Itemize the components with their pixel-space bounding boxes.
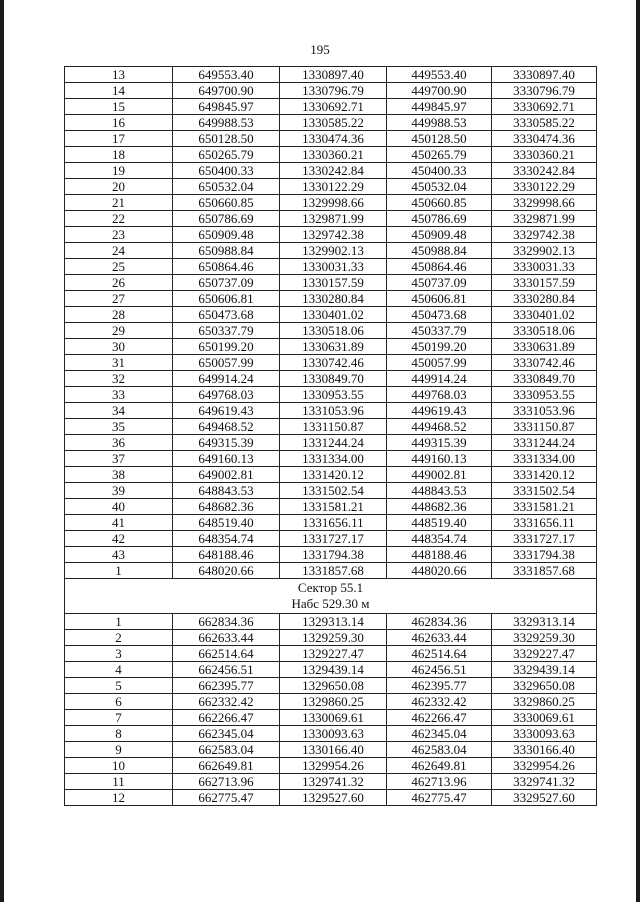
x-local-cell: 449315.39 xyxy=(387,435,492,451)
y-coordinate-cell: 1330280.84 xyxy=(280,291,387,307)
y-coordinate-cell: 1329860.25 xyxy=(280,694,387,710)
y-local-cell: 3330280.84 xyxy=(492,291,597,307)
rows-after xyxy=(65,614,597,806)
point-number-cell: 4 xyxy=(65,662,173,678)
y-local-cell: 3331502.54 xyxy=(492,483,597,499)
y-local-cell: 3329860.25 xyxy=(492,694,597,710)
y-local-cell: 3331244.24 xyxy=(492,435,597,451)
x-coordinate-cell: 650337.79 xyxy=(173,323,280,339)
point-number-cell: 29 xyxy=(65,323,173,339)
table-row xyxy=(65,710,597,726)
point-number-cell: 10 xyxy=(65,758,173,774)
x-coordinate-cell: 662456.51 xyxy=(173,662,280,678)
x-local-cell: 462713.96 xyxy=(387,774,492,790)
table-row xyxy=(65,211,597,227)
point-number-cell: 39 xyxy=(65,483,173,499)
y-coordinate-cell: 1329871.99 xyxy=(280,211,387,227)
y-coordinate-cell: 1330157.59 xyxy=(280,275,387,291)
point-number-cell: 22 xyxy=(65,211,173,227)
y-coordinate-cell: 1330796.79 xyxy=(280,83,387,99)
y-coordinate-cell: 1331150.87 xyxy=(280,419,387,435)
x-local-cell: 448020.66 xyxy=(387,563,492,579)
point-number-cell: 19 xyxy=(65,163,173,179)
x-coordinate-cell: 649002.81 xyxy=(173,467,280,483)
point-number-cell: 27 xyxy=(65,291,173,307)
point-number-cell: 3 xyxy=(65,646,173,662)
y-local-cell: 3329902.13 xyxy=(492,243,597,259)
point-number-cell: 43 xyxy=(65,547,173,563)
x-coordinate-cell: 649700.90 xyxy=(173,83,280,99)
point-number-cell: 16 xyxy=(65,115,173,131)
table-row xyxy=(65,275,597,291)
right-scan-edge xyxy=(636,0,640,902)
coordinates-table xyxy=(64,66,597,806)
x-local-cell: 449553.40 xyxy=(387,67,492,83)
y-local-cell: 3331794.38 xyxy=(492,547,597,563)
page-number: 195 xyxy=(310,42,330,57)
point-number-cell: 13 xyxy=(65,67,173,83)
x-local-cell: 450909.48 xyxy=(387,227,492,243)
point-number-cell: 9 xyxy=(65,742,173,758)
y-coordinate-cell: 1331727.17 xyxy=(280,531,387,547)
y-coordinate-cell: 1330401.02 xyxy=(280,307,387,323)
y-local-cell: 3329741.32 xyxy=(492,774,597,790)
y-coordinate-cell: 1330742.46 xyxy=(280,355,387,371)
y-local-cell: 3330518.06 xyxy=(492,323,597,339)
y-coordinate-cell: 1330166.40 xyxy=(280,742,387,758)
x-local-cell: 462649.81 xyxy=(387,758,492,774)
table-row xyxy=(65,630,597,646)
point-number-cell: 32 xyxy=(65,371,173,387)
x-coordinate-cell: 650864.46 xyxy=(173,259,280,275)
x-coordinate-cell: 649619.43 xyxy=(173,403,280,419)
table-row xyxy=(65,515,597,531)
x-coordinate-cell: 648682.36 xyxy=(173,499,280,515)
y-local-cell: 3330093.63 xyxy=(492,726,597,742)
point-number-cell: 20 xyxy=(65,179,173,195)
y-coordinate-cell: 1329741.32 xyxy=(280,774,387,790)
y-coordinate-cell: 1331581.21 xyxy=(280,499,387,515)
point-number-cell: 11 xyxy=(65,774,173,790)
y-local-cell: 3331857.68 xyxy=(492,563,597,579)
rows-before xyxy=(65,67,597,579)
point-number-cell: 23 xyxy=(65,227,173,243)
y-local-cell: 3329742.38 xyxy=(492,227,597,243)
y-coordinate-cell: 1330474.36 xyxy=(280,131,387,147)
y-local-cell: 3330692.71 xyxy=(492,99,597,115)
table-row xyxy=(65,195,597,211)
y-local-cell: 3330401.02 xyxy=(492,307,597,323)
x-local-cell: 450400.33 xyxy=(387,163,492,179)
y-coordinate-cell: 1330953.55 xyxy=(280,387,387,403)
table-row xyxy=(65,563,597,579)
point-number-cell: 1 xyxy=(65,563,173,579)
x-local-cell: 462266.47 xyxy=(387,710,492,726)
x-local-cell: 450265.79 xyxy=(387,147,492,163)
x-coordinate-cell: 650265.79 xyxy=(173,147,280,163)
y-local-cell: 3331053.96 xyxy=(492,403,597,419)
x-coordinate-cell: 649553.40 xyxy=(173,67,280,83)
y-coordinate-cell: 1331794.38 xyxy=(280,547,387,563)
y-local-cell: 3330242.84 xyxy=(492,163,597,179)
x-local-cell: 450864.46 xyxy=(387,259,492,275)
y-coordinate-cell: 1331656.11 xyxy=(280,515,387,531)
x-local-cell: 462775.47 xyxy=(387,790,492,806)
y-coordinate-cell: 1330093.63 xyxy=(280,726,387,742)
point-number-cell: 37 xyxy=(65,451,173,467)
x-local-cell: 449468.52 xyxy=(387,419,492,435)
table-row xyxy=(65,339,597,355)
x-local-cell: 449002.81 xyxy=(387,467,492,483)
y-coordinate-cell: 1330631.89 xyxy=(280,339,387,355)
x-local-cell: 450057.99 xyxy=(387,355,492,371)
y-local-cell: 3330166.40 xyxy=(492,742,597,758)
x-coordinate-cell: 662775.47 xyxy=(173,790,280,806)
table-row xyxy=(65,291,597,307)
point-number-cell: 35 xyxy=(65,419,173,435)
x-local-cell: 449914.24 xyxy=(387,371,492,387)
y-local-cell: 3331150.87 xyxy=(492,419,597,435)
point-number-cell: 21 xyxy=(65,195,173,211)
table-row xyxy=(65,307,597,323)
table-row xyxy=(65,243,597,259)
x-local-cell: 449988.53 xyxy=(387,115,492,131)
y-local-cell: 3330742.46 xyxy=(492,355,597,371)
x-local-cell: 450737.09 xyxy=(387,275,492,291)
y-coordinate-cell: 1330849.70 xyxy=(280,371,387,387)
table-row xyxy=(65,179,597,195)
point-number-cell: 42 xyxy=(65,531,173,547)
table-row xyxy=(65,662,597,678)
table-row xyxy=(65,547,597,563)
x-coordinate-cell: 662649.81 xyxy=(173,758,280,774)
point-number-cell: 30 xyxy=(65,339,173,355)
y-coordinate-cell: 1331502.54 xyxy=(280,483,387,499)
sector-header xyxy=(65,579,597,614)
y-local-cell: 3330631.89 xyxy=(492,339,597,355)
y-coordinate-cell: 1331053.96 xyxy=(280,403,387,419)
x-local-cell: 448843.53 xyxy=(387,483,492,499)
x-coordinate-cell: 650606.81 xyxy=(173,291,280,307)
x-coordinate-cell: 650473.68 xyxy=(173,307,280,323)
point-number-cell: 40 xyxy=(65,499,173,515)
x-coordinate-cell: 649988.53 xyxy=(173,115,280,131)
x-local-cell: 448354.74 xyxy=(387,531,492,547)
x-coordinate-cell: 649160.13 xyxy=(173,451,280,467)
table-row xyxy=(65,531,597,547)
x-local-cell: 449845.97 xyxy=(387,99,492,115)
y-local-cell: 3330360.21 xyxy=(492,147,597,163)
table-row xyxy=(65,227,597,243)
table-row xyxy=(65,99,597,115)
x-coordinate-cell: 650057.99 xyxy=(173,355,280,371)
y-local-cell: 3330796.79 xyxy=(492,83,597,99)
table-row xyxy=(65,614,597,630)
table-row xyxy=(65,259,597,275)
x-coordinate-cell: 662713.96 xyxy=(173,774,280,790)
y-local-cell: 3330585.22 xyxy=(492,115,597,131)
y-local-cell: 3329439.14 xyxy=(492,662,597,678)
table-row xyxy=(65,758,597,774)
point-number-cell: 7 xyxy=(65,710,173,726)
x-coordinate-cell: 650660.85 xyxy=(173,195,280,211)
x-coordinate-cell: 648843.53 xyxy=(173,483,280,499)
x-local-cell: 450199.20 xyxy=(387,339,492,355)
y-coordinate-cell: 1329954.26 xyxy=(280,758,387,774)
point-number-cell: 1 xyxy=(65,614,173,630)
x-coordinate-cell: 649914.24 xyxy=(173,371,280,387)
y-local-cell: 3329650.08 xyxy=(492,678,597,694)
y-coordinate-cell: 1331334.00 xyxy=(280,451,387,467)
x-local-cell: 448682.36 xyxy=(387,499,492,515)
table-row xyxy=(65,435,597,451)
table-row xyxy=(65,467,597,483)
point-number-cell: 41 xyxy=(65,515,173,531)
table-row xyxy=(65,483,597,499)
point-number-cell: 34 xyxy=(65,403,173,419)
point-number-cell: 33 xyxy=(65,387,173,403)
x-local-cell: 449619.43 xyxy=(387,403,492,419)
point-number-cell: 14 xyxy=(65,83,173,99)
y-coordinate-cell: 1329742.38 xyxy=(280,227,387,243)
y-local-cell: 3330849.70 xyxy=(492,371,597,387)
point-number-cell: 38 xyxy=(65,467,173,483)
x-local-cell: 462514.64 xyxy=(387,646,492,662)
point-number-cell: 17 xyxy=(65,131,173,147)
point-number-cell: 24 xyxy=(65,243,173,259)
x-coordinate-cell: 648188.46 xyxy=(173,547,280,563)
x-local-cell: 462583.04 xyxy=(387,742,492,758)
y-coordinate-cell: 1330122.29 xyxy=(280,179,387,195)
x-local-cell: 450473.68 xyxy=(387,307,492,323)
table-row xyxy=(65,726,597,742)
y-local-cell: 3329954.26 xyxy=(492,758,597,774)
y-local-cell: 3330157.59 xyxy=(492,275,597,291)
point-number-cell: 31 xyxy=(65,355,173,371)
sector-subtitle: Набс 529.30 м xyxy=(291,596,370,611)
x-coordinate-cell: 650786.69 xyxy=(173,211,280,227)
table-row xyxy=(65,131,597,147)
x-local-cell: 449700.90 xyxy=(387,83,492,99)
x-coordinate-cell: 650400.33 xyxy=(173,163,280,179)
x-coordinate-cell: 649768.03 xyxy=(173,387,280,403)
table-row xyxy=(65,742,597,758)
x-coordinate-cell: 649845.97 xyxy=(173,99,280,115)
y-local-cell: 3329227.47 xyxy=(492,646,597,662)
table-row xyxy=(65,371,597,387)
point-number-cell: 6 xyxy=(65,694,173,710)
x-local-cell: 450337.79 xyxy=(387,323,492,339)
table-row xyxy=(65,115,597,131)
y-local-cell: 3330122.29 xyxy=(492,179,597,195)
x-local-cell: 450128.50 xyxy=(387,131,492,147)
table-row xyxy=(65,451,597,467)
x-local-cell: 448519.40 xyxy=(387,515,492,531)
table-row xyxy=(65,147,597,163)
y-local-cell: 3331727.17 xyxy=(492,531,597,547)
y-coordinate-cell: 1329259.30 xyxy=(280,630,387,646)
point-number-cell: 26 xyxy=(65,275,173,291)
y-local-cell: 3329259.30 xyxy=(492,630,597,646)
y-coordinate-cell: 1330031.33 xyxy=(280,259,387,275)
x-local-cell: 449160.13 xyxy=(387,451,492,467)
x-coordinate-cell: 650737.09 xyxy=(173,275,280,291)
y-coordinate-cell: 1329527.60 xyxy=(280,790,387,806)
table-row xyxy=(65,774,597,790)
x-coordinate-cell: 662514.64 xyxy=(173,646,280,662)
x-coordinate-cell: 650128.50 xyxy=(173,131,280,147)
y-local-cell: 3331581.21 xyxy=(492,499,597,515)
y-coordinate-cell: 1330692.71 xyxy=(280,99,387,115)
x-coordinate-cell: 648519.40 xyxy=(173,515,280,531)
x-coordinate-cell: 650532.04 xyxy=(173,179,280,195)
y-coordinate-cell: 1329998.66 xyxy=(280,195,387,211)
x-local-cell: 450988.84 xyxy=(387,243,492,259)
table-row xyxy=(65,355,597,371)
point-number-cell: 28 xyxy=(65,307,173,323)
table-row xyxy=(65,646,597,662)
table-row xyxy=(65,323,597,339)
point-number-cell: 18 xyxy=(65,147,173,163)
y-coordinate-cell: 1330518.06 xyxy=(280,323,387,339)
x-coordinate-cell: 662332.42 xyxy=(173,694,280,710)
y-coordinate-cell: 1330242.84 xyxy=(280,163,387,179)
table-row xyxy=(65,790,597,806)
y-coordinate-cell: 1331420.12 xyxy=(280,467,387,483)
x-local-cell: 450786.69 xyxy=(387,211,492,227)
table-row xyxy=(65,387,597,403)
y-local-cell: 3331420.12 xyxy=(492,467,597,483)
x-local-cell: 462633.44 xyxy=(387,630,492,646)
y-local-cell: 3329527.60 xyxy=(492,790,597,806)
x-local-cell: 448188.46 xyxy=(387,547,492,563)
y-local-cell: 3330031.33 xyxy=(492,259,597,275)
y-local-cell: 3329871.99 xyxy=(492,211,597,227)
y-local-cell: 3330897.40 xyxy=(492,67,597,83)
table-row xyxy=(65,419,597,435)
point-number-cell: 36 xyxy=(65,435,173,451)
y-local-cell: 3330474.36 xyxy=(492,131,597,147)
y-coordinate-cell: 1329313.14 xyxy=(280,614,387,630)
x-coordinate-cell: 648354.74 xyxy=(173,531,280,547)
x-coordinate-cell: 662834.36 xyxy=(173,614,280,630)
table-row xyxy=(65,694,597,710)
x-coordinate-cell: 649468.52 xyxy=(173,419,280,435)
y-local-cell: 3329998.66 xyxy=(492,195,597,211)
y-coordinate-cell: 1329650.08 xyxy=(280,678,387,694)
y-coordinate-cell: 1330897.40 xyxy=(280,67,387,83)
y-coordinate-cell: 1329439.14 xyxy=(280,662,387,678)
y-coordinate-cell: 1330585.22 xyxy=(280,115,387,131)
point-number-cell: 2 xyxy=(65,630,173,646)
table-row xyxy=(65,403,597,419)
x-coordinate-cell: 662395.77 xyxy=(173,678,280,694)
table-row xyxy=(65,67,597,83)
y-coordinate-cell: 1331244.24 xyxy=(280,435,387,451)
x-coordinate-cell: 662583.04 xyxy=(173,742,280,758)
point-number-cell: 8 xyxy=(65,726,173,742)
point-number-cell: 12 xyxy=(65,790,173,806)
x-coordinate-cell: 662345.04 xyxy=(173,726,280,742)
table-row xyxy=(65,499,597,515)
x-coordinate-cell: 650988.84 xyxy=(173,243,280,259)
y-coordinate-cell: 1330069.61 xyxy=(280,710,387,726)
x-local-cell: 462456.51 xyxy=(387,662,492,678)
x-coordinate-cell: 650199.20 xyxy=(173,339,280,355)
y-coordinate-cell: 1329902.13 xyxy=(280,243,387,259)
sector-title: Сектор 55.1 xyxy=(297,580,364,595)
x-local-cell: 450532.04 xyxy=(387,179,492,195)
x-local-cell: 450660.85 xyxy=(387,195,492,211)
y-local-cell: 3330953.55 xyxy=(492,387,597,403)
y-coordinate-cell: 1329227.47 xyxy=(280,646,387,662)
y-coordinate-cell: 1331857.68 xyxy=(280,563,387,579)
y-local-cell: 3330069.61 xyxy=(492,710,597,726)
left-scan-edge xyxy=(0,0,4,902)
point-number-cell: 15 xyxy=(65,99,173,115)
y-local-cell: 3331334.00 xyxy=(492,451,597,467)
x-coordinate-cell: 649315.39 xyxy=(173,435,280,451)
x-coordinate-cell: 650909.48 xyxy=(173,227,280,243)
x-local-cell: 462345.04 xyxy=(387,726,492,742)
x-local-cell: 462395.77 xyxy=(387,678,492,694)
x-coordinate-cell: 662266.47 xyxy=(173,710,280,726)
point-number-cell: 25 xyxy=(65,259,173,275)
y-coordinate-cell: 1330360.21 xyxy=(280,147,387,163)
table-row xyxy=(65,678,597,694)
x-coordinate-cell: 648020.66 xyxy=(173,563,280,579)
x-local-cell: 462834.36 xyxy=(387,614,492,630)
x-local-cell: 450606.81 xyxy=(387,291,492,307)
y-local-cell: 3329313.14 xyxy=(492,614,597,630)
y-local-cell: 3331656.11 xyxy=(492,515,597,531)
x-coordinate-cell: 662633.44 xyxy=(173,630,280,646)
point-number-cell: 5 xyxy=(65,678,173,694)
table-row xyxy=(65,83,597,99)
sector-header-row xyxy=(65,579,597,614)
x-local-cell: 449768.03 xyxy=(387,387,492,403)
table-row xyxy=(65,163,597,179)
x-local-cell: 462332.42 xyxy=(387,694,492,710)
